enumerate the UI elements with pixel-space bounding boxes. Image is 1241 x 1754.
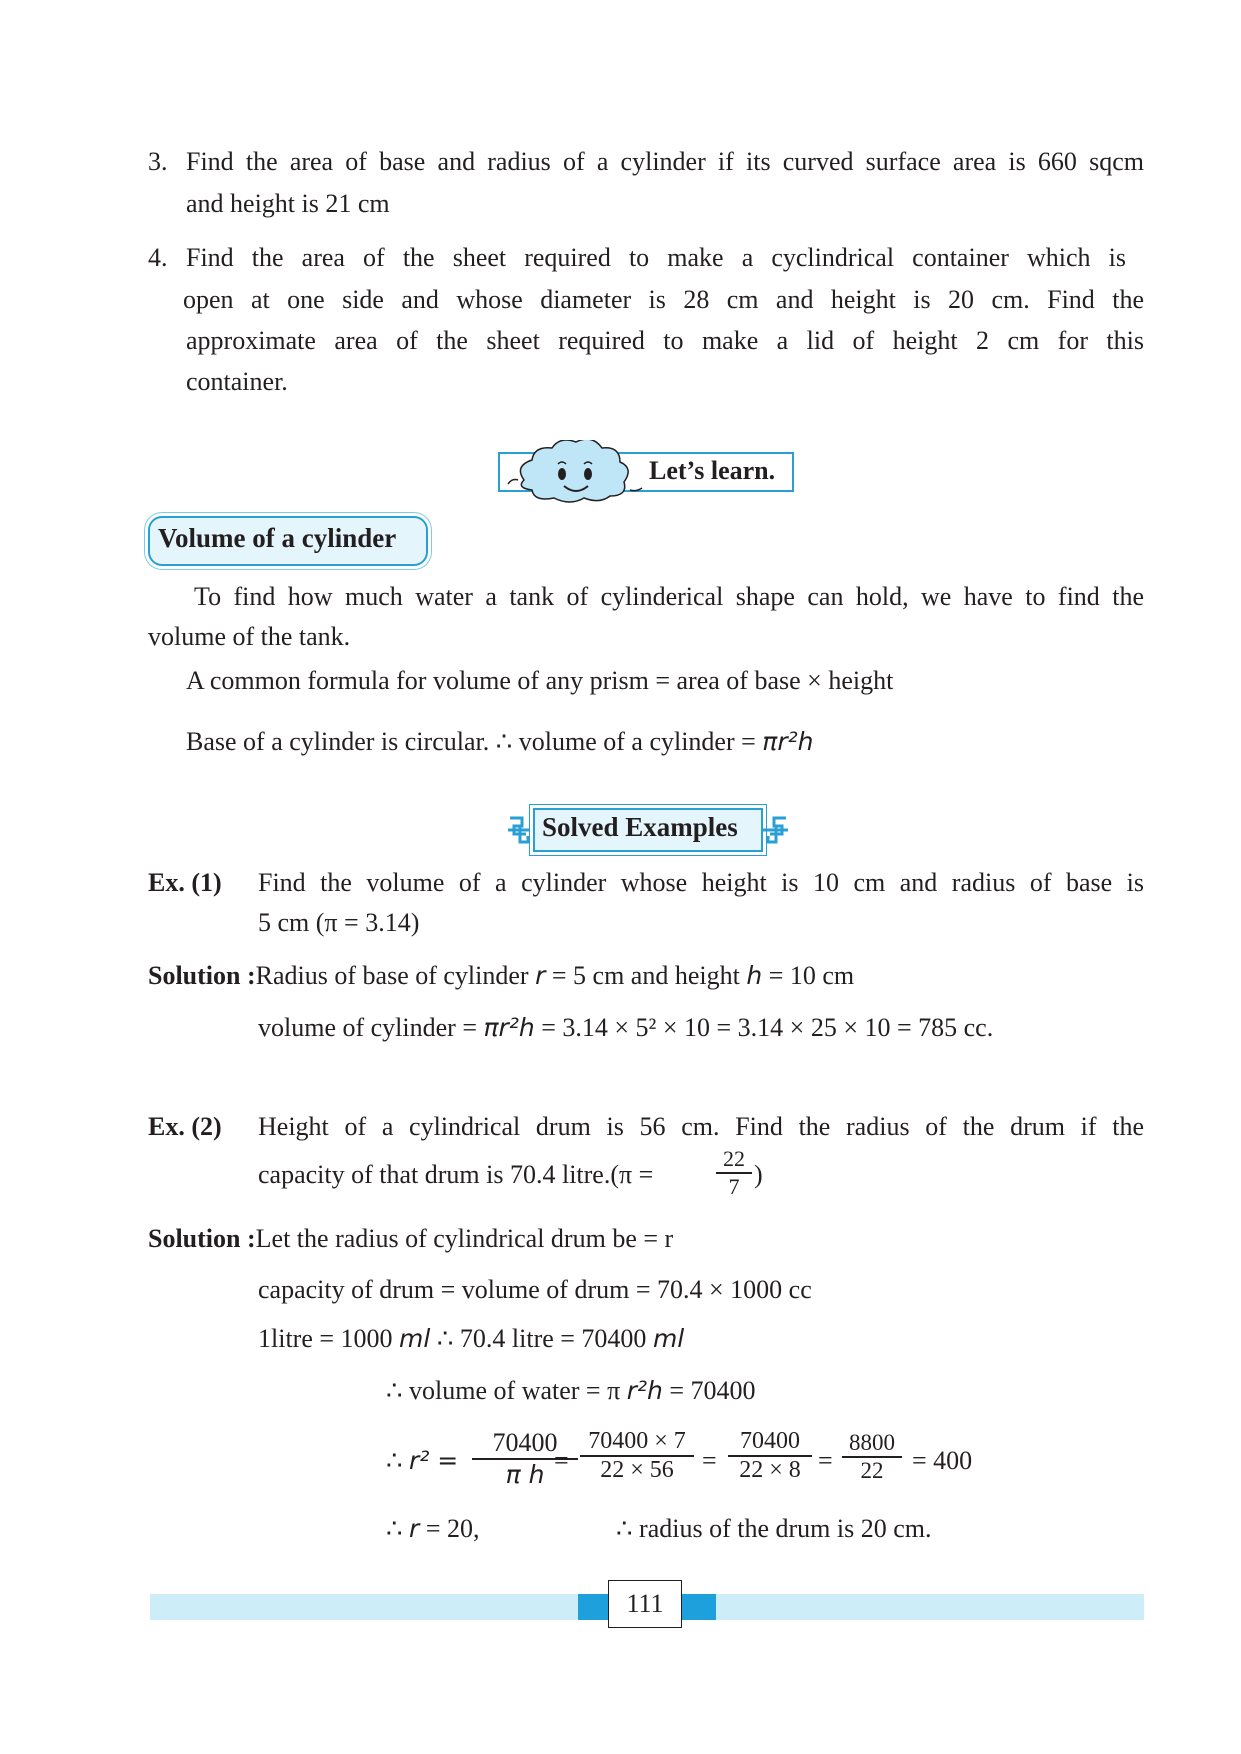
ex2-equals-2: = <box>702 1446 717 1475</box>
lets-learn-label: Let’s learn. <box>649 456 776 485</box>
ex1-solution-line <box>148 961 854 991</box>
ex2-vw-text-a: ∴ volume of water = π <box>386 1376 627 1405</box>
ex1-solution-label: Solution : <box>148 961 256 990</box>
ex2-f4-numerator: 8800 <box>849 1430 895 1455</box>
ex2-final-r-var: r <box>409 1514 420 1543</box>
ex2-question-line2: capacity of that drum is 70.4 litre.(π = <box>258 1160 654 1189</box>
cylinder-volume-line <box>186 727 814 757</box>
ex2-solution-text: Let the radius of cylindrical drum be = r <box>255 1224 674 1253</box>
page-number: 111 <box>608 1580 682 1628</box>
q3-line1: Find the area of base and radius of a cylinder if its curved surface area is 660 sqcm <box>186 147 1144 176</box>
ex1-sol-text-a: Radius of base of cylinder <box>255 961 536 990</box>
ex2-pi-denominator: 7 <box>728 1173 740 1199</box>
ex1-sol-r: r <box>535 961 546 990</box>
ex1-question-line1: Find the volume of a cylinder whose height is 10 cm and radius of base is <box>258 868 1144 897</box>
ex2-solution-line <box>148 1224 673 1254</box>
ex2-f2-numerator: 70400 × 7 <box>588 1428 686 1454</box>
q4-line2: open at one side and whose diameter is 28 cm and height is 20 cm. Find the <box>183 285 1144 314</box>
q4-number: 4. <box>148 243 168 272</box>
ex1-sol-text-b: = 5 cm and height <box>545 961 747 990</box>
ex2-pi-fraction <box>716 1146 752 1200</box>
ex2-solution-label: Solution : <box>148 1224 256 1253</box>
ex2-r2-var: r² = <box>409 1446 459 1475</box>
ex2-litre-line <box>258 1324 684 1354</box>
intro-line1: To find how much water a tank of cylinderical shape can hold, we have to find the <box>194 582 1144 611</box>
ex2-vw-text-b: = 70400 <box>662 1376 756 1405</box>
ex2-fraction-3 <box>728 1428 812 1484</box>
right-ornament-icon <box>762 812 790 848</box>
cylinder-volume-formula: πr²h <box>762 727 814 756</box>
ex2-f1-numerator: 70400 <box>492 1428 558 1457</box>
ex1-vol-text-b: = 3.14 × 5² × 10 = 3.14 × 25 × 10 = 785 cc. <box>534 1013 994 1042</box>
solved-examples-label: Solved Examples <box>542 812 738 842</box>
ex2-label: Ex. (2) <box>148 1112 222 1141</box>
q4-line4: container. <box>186 367 288 396</box>
ex2-ml-unit-2: ml <box>652 1324 685 1353</box>
cylinder-volume-text: Base of a cylinder is circular. ∴ volume of a cylinder = <box>186 727 763 756</box>
prism-formula-line: A common formula for volume of any prism = area of base × height <box>186 666 894 695</box>
ex2-fraction-2 <box>580 1428 694 1484</box>
ex2-final-r <box>386 1514 480 1544</box>
cloud-face-icon <box>502 440 648 504</box>
ex1-label: Ex. (1) <box>148 868 222 897</box>
ex2-therefore: ∴ <box>386 1446 410 1475</box>
ex2-f3-denominator: 22 × 8 <box>739 1456 801 1483</box>
ex2-equals-3: = <box>818 1446 833 1475</box>
ex2-f1-denominator: π h <box>505 1459 545 1489</box>
ex1-volume-line <box>258 1013 993 1043</box>
ex2-question-close: ) <box>754 1160 763 1189</box>
ex2-final-statement: ∴ radius of the drum is 20 cm. <box>616 1514 932 1543</box>
ex2-litre-text-a: 1litre = 1000 <box>258 1324 400 1353</box>
intro-line2: volume of the tank. <box>148 622 351 651</box>
ex1-sol-h: h <box>746 961 763 990</box>
q4-line3: approximate area of the sheet required to make a lid of height 2 cm for this <box>186 326 1144 355</box>
ex2-vw-formula: r²h <box>626 1376 663 1405</box>
ex2-final-therefore: ∴ <box>386 1514 410 1543</box>
ex2-fraction-4 <box>842 1430 902 1484</box>
ex1-vol-formula: πr²h <box>483 1013 535 1042</box>
ex2-capacity-line: capacity of drum = volume of drum = 70.4 × 1000 cc <box>258 1275 812 1304</box>
ex2-pi-numerator: 22 <box>723 1146 745 1171</box>
q3-number: 3. <box>148 147 168 176</box>
ex1-vol-text-a: volume of cylinder = <box>258 1013 484 1042</box>
ex2-ml-unit-1: ml <box>399 1324 431 1353</box>
ex2-result: = 400 <box>912 1446 973 1475</box>
ex2-final-r-value: = 20, <box>419 1514 480 1543</box>
ex2-f4-denominator: 22 <box>860 1457 884 1483</box>
ex2-litre-text-b: ∴ 70.4 litre = 70400 <box>430 1324 653 1353</box>
ex2-f3-numerator: 70400 <box>740 1428 800 1454</box>
left-ornament-icon <box>506 812 534 848</box>
q3-line2: and height is 21 cm <box>186 189 390 218</box>
q4-line1: Find the area of the sheet required to make a cyclindrical container which is <box>186 243 1126 272</box>
ex2-r2-lhs <box>386 1446 458 1476</box>
ex1-question-line2: 5 cm (π = 3.14) <box>258 908 420 937</box>
ex2-f2-denominator: 22 × 56 <box>600 1456 674 1483</box>
section-title: Volume of a cylinder <box>158 523 397 553</box>
ex2-equals-1: = <box>554 1446 569 1475</box>
ex2-volume-water-line <box>386 1376 756 1406</box>
ex1-sol-text-c: = 10 cm <box>762 961 855 990</box>
ex2-question-line1: Height of a cylindrical drum is 56 cm. Find the radius of the drum if the <box>258 1112 1144 1141</box>
